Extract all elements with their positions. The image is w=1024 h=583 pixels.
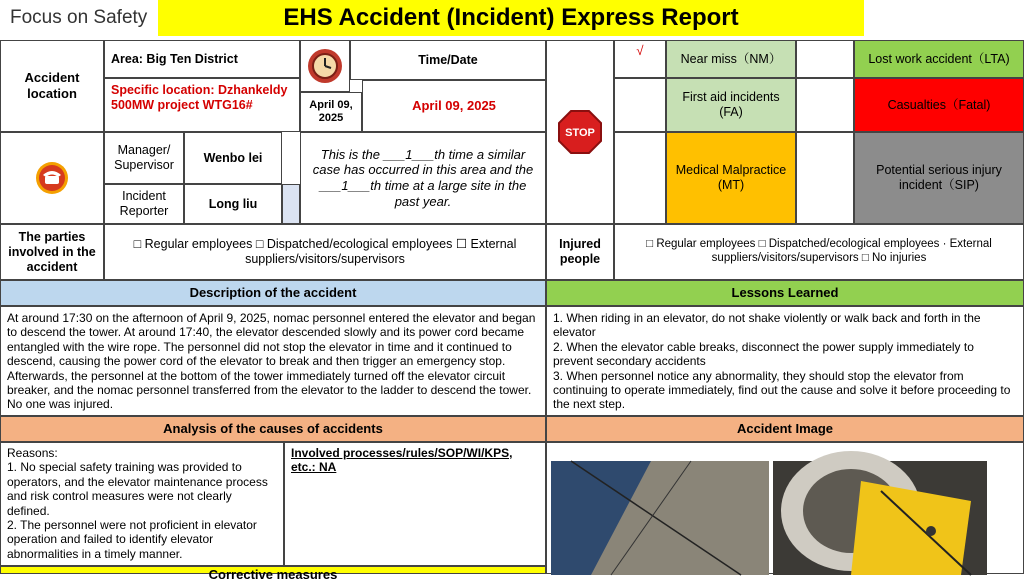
reporter-value: Long liu <box>184 184 282 224</box>
manager-label: Manager/ Supervisor <box>104 132 184 184</box>
reasons-label: Reasons: <box>7 446 58 460</box>
near-miss-check: √ <box>614 40 666 78</box>
casualties-blank <box>796 78 854 132</box>
lessons-list <box>546 306 1024 416</box>
injured-text: □ Regular employees □ Dispatched/ecological employees · External suppliers/visitors/supervisors □ No injuries <box>614 224 1024 280</box>
image-area <box>546 442 1024 574</box>
description-text: At around 17:30 on the afternoon of April 9, 2025, nomac personnel entered the elevator and began to descend the tower. At around 17:40, the elevator descended slowly and its power cord became entangled with the wire rope. The personnel did not stop the elevator in time and it continued to descend, causing the power cord of the elevator to break and then trigger an emergency stop. Afterwards, the personnel at the bottom of the tower immediately turned off the elevator circuit breaker, and the nomac personnel transferred from the elevator to the ladder to descend the tower. No one was injured. <box>0 306 546 416</box>
reason-item: 1. No special safety training was provided to operators, and the elevator maintenance process and risk control measures were not clearly defined. <box>7 460 268 518</box>
accident-photo <box>551 461 987 575</box>
page-title: EHS Accident (Incident) Express Report <box>283 4 739 31</box>
date-value: April 09, 2025 <box>362 80 546 132</box>
description-header: Description of the accident <box>0 280 546 306</box>
medical-cell: Medical Malpractice (MT) <box>666 132 796 224</box>
date-small: April 09, 2025 <box>300 92 362 132</box>
stop-sign-text: STOP <box>565 127 595 139</box>
image-header: Accident Image <box>546 416 1024 442</box>
clock-icon <box>307 48 343 84</box>
casualties-cell: Casualties（Fatal) <box>854 78 1024 132</box>
clock-cell <box>300 40 350 92</box>
stop-cell <box>546 40 614 224</box>
parties-text: □ Regular employees □ Dispatched/ecological employees ☐ External suppliers/visitors/supervisors <box>104 224 546 280</box>
injured-label: Injured people <box>546 224 614 280</box>
lost-work-cell: Lost work accident（LTA) <box>854 40 1024 78</box>
corrective-header: Corrective measures <box>0 566 546 574</box>
phone-icon <box>35 161 69 195</box>
spacer-block <box>282 184 300 224</box>
area-cell: Area: Big Ten District <box>104 40 300 78</box>
near-miss-blank <box>796 40 854 78</box>
first-aid-blank <box>614 78 666 132</box>
processes-block <box>284 442 546 566</box>
phone-cell <box>0 132 104 224</box>
title-bar <box>158 0 864 36</box>
analysis-header: Analysis of the causes of accidents <box>0 416 546 442</box>
lessons-header: Lessons Learned <box>546 280 1024 306</box>
occurrence-note: This is the ___1___th time a similar case has occurred in this area and the ___1___th time at a large site in the past year. <box>300 132 546 224</box>
reasons-block <box>0 442 284 566</box>
reason-item: 2. The personnel were not proficient in elevator operation and failed to identify elevator abnormalities in a timely manner. <box>7 517 257 561</box>
accident-location-label: Accident location <box>0 40 104 132</box>
sip-cell: Potential serious injury incident（SIP) <box>854 132 1024 224</box>
stop-sign-icon <box>558 110 602 154</box>
reporter-label: Incident Reporter <box>104 184 184 224</box>
lesson-item: 1. When riding in an elevator, do not shake violently or walk back and forth in the elevator <box>553 311 981 340</box>
specific-location: Specific location: Dzhankeldy 500MW project WTG16# <box>104 78 300 132</box>
logo-text: Focus on Safety <box>10 7 148 28</box>
sip-blank <box>796 132 854 224</box>
medical-blank <box>614 132 666 224</box>
parties-label: The parties involved in the accident <box>0 224 104 280</box>
first-aid-cell: First aid incidents (FA) <box>666 78 796 132</box>
lesson-item: 3. When personnel notice any abnormality, they should stop the elevator from continuing to operate immediately, find out the cause and solve it before proceeding to the next step. <box>553 368 1011 412</box>
processes-text: Involved processes/rules/SOP/WI/KPS, etc.: NA <box>291 446 513 475</box>
lesson-item: 2. When the elevator cable breaks, disconnect the power supply immediately to prevent secondary accidents <box>553 339 974 369</box>
time-date-label: Time/Date <box>350 40 546 80</box>
logo <box>0 0 160 36</box>
manager-value: Wenbo lei <box>184 132 282 184</box>
near-miss-cell: Near miss（NM） <box>666 40 796 78</box>
